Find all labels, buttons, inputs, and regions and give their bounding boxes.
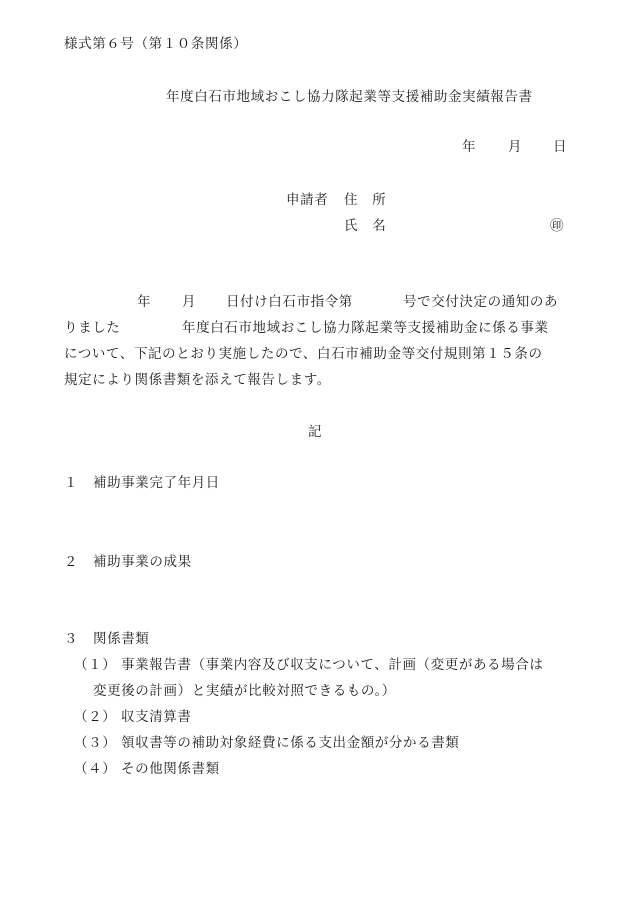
- item-3-label: 関係書類: [93, 631, 150, 647]
- doc-2-text: 収支清算書: [121, 709, 192, 725]
- body-line2-start: りました: [64, 320, 121, 336]
- body-line1-month: 月: [182, 294, 197, 310]
- doc-1-num: （１）: [74, 657, 117, 673]
- item-2-num: ２: [64, 554, 79, 570]
- form-number: 様式第６号（第１０条関係）: [64, 36, 248, 52]
- doc-1-text: 事業報告書（事業内容及び収支について、計画（変更がある場合は: [121, 657, 544, 673]
- doc-4-num: （４）: [74, 761, 117, 777]
- body-line1-end: 号で交付決定の通知のあ: [403, 294, 559, 310]
- item-1-label: 補助事業完了年月日: [93, 475, 220, 491]
- doc-3-num: （３）: [74, 735, 117, 751]
- date-year: 年: [462, 139, 477, 155]
- body-line2-end: 年度白石市地域おこし協力隊起業等支援補助金に係る事業: [182, 320, 549, 336]
- item-2-label: 補助事業の成果: [93, 554, 192, 570]
- body-line1-year: 年: [137, 294, 152, 310]
- item-3-num: ３: [64, 631, 79, 647]
- date-month: 月: [508, 139, 523, 155]
- doc-2-num: （２）: [74, 709, 117, 725]
- doc-3-text: 領収書等の補助対象経費に係る支出金額が分かる書類: [121, 735, 460, 751]
- name-label: 氏 名: [344, 218, 387, 234]
- seal-mark: ㊞: [550, 218, 565, 234]
- ki-heading: 記: [308, 424, 323, 440]
- doc-4-text: その他関係書類: [121, 761, 220, 777]
- applicant-label: 申請者: [286, 192, 329, 208]
- doc-1-text2: 変更後の計画）と実績が比較対照できるもの。）: [93, 683, 396, 699]
- item-1-num: １: [64, 475, 79, 491]
- body-line1-rest: 日付け白石市指令第: [226, 294, 353, 310]
- body-line4: 規定により関係書類を添えて報告します。: [64, 372, 331, 388]
- document-title: 年度白石市地域おこし協力隊起業等支援補助金実績報告書: [166, 89, 533, 105]
- address-label: 住 所: [344, 192, 387, 208]
- body-line3: について、下記のとおり実施したので、白石市補助金等交付規則第１５条の: [64, 346, 543, 362]
- date-day: 日: [553, 139, 568, 155]
